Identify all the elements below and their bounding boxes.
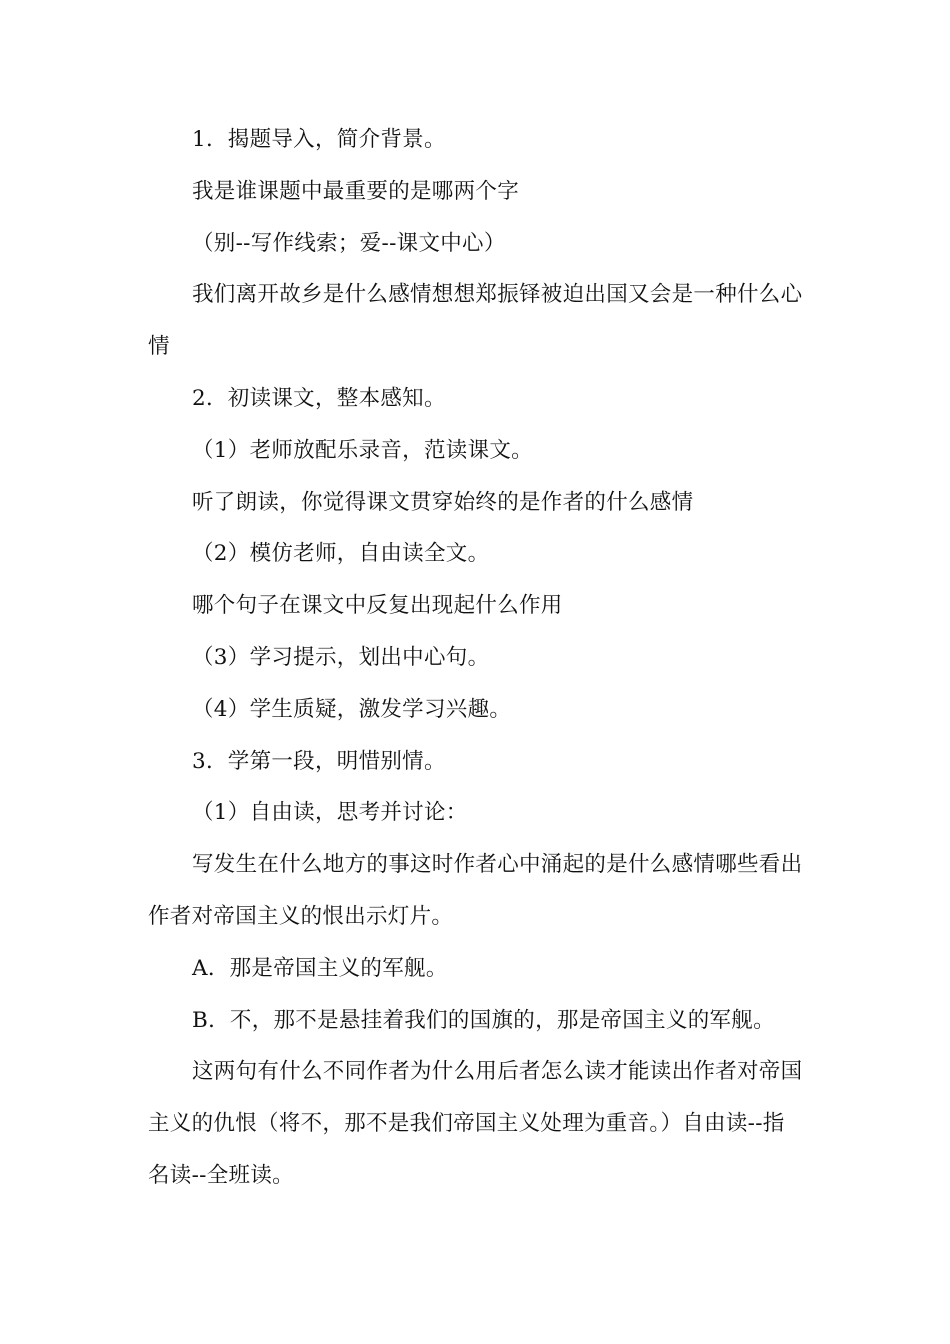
paragraph-2: 我是谁课题中最重要的是哪两个字 xyxy=(192,178,520,204)
paragraph-16: B．不，那不是悬挂着我们的国旗的，那是帝国主义的军舰。 xyxy=(192,1007,775,1033)
document-body xyxy=(148,114,803,1202)
paragraph-4: 我们离开故乡是什么感情想想郑振铎被迫出国又会是一种什么心情 xyxy=(148,282,803,360)
paragraph-14: 写发生在什么地方的事这时作者心中涌起的是什么感情哪些看出作者对帝国主义的恨出示灯片。 xyxy=(148,852,803,929)
paragraph-9: 哪个句子在课文中反复出现起什么作用 xyxy=(192,593,563,619)
paragraph-13: （1）自由读，思考并讨论： xyxy=(192,800,468,826)
paragraph-10: （3）学习提示，划出中心句。 xyxy=(192,644,490,670)
paragraph-12: 3．学第一段，明惜别情。 xyxy=(192,748,446,774)
paragraph-8: （2）模仿老师，自由读全文。 xyxy=(192,541,490,567)
paragraph-15: A．那是帝国主义的军舰。 xyxy=(192,955,448,981)
paragraph-7: 听了朗读，你觉得课文贯穿始终的是作者的什么感情 xyxy=(192,489,694,515)
paragraph-1: 1．揭题导入，简介背景。 xyxy=(192,127,446,152)
paragraph-17: 这两句有什么不同作者为什么用后者怎么读才能读出作者对帝国主义的仇恨（将不，那不是我们帝国主义处理为重音。）自由读--指名读--全班读。 xyxy=(148,1059,803,1188)
paragraph-5: 2．初读课文，整本感知。 xyxy=(192,385,446,411)
paragraph-11: （4）学生质疑，激发学习兴趣。 xyxy=(192,696,512,722)
paragraph-6: （1）老师放配乐录音，范读课文。 xyxy=(192,437,533,463)
paragraph-3: （别--写作线索；爱--课文中心） xyxy=(192,230,506,256)
